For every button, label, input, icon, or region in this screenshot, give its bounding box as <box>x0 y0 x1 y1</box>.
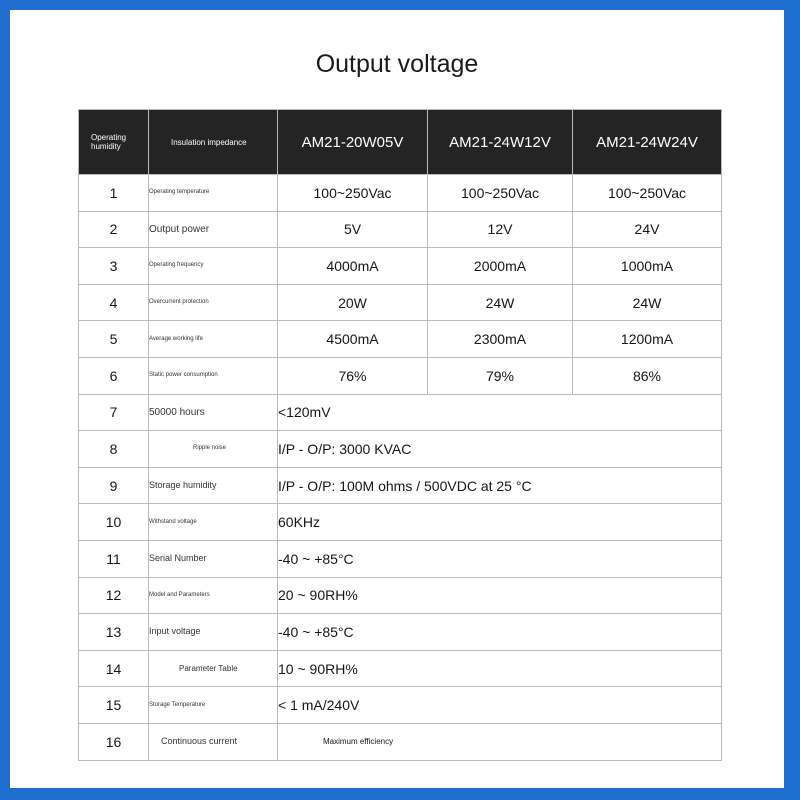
row-parameter: Serial Number <box>149 540 278 577</box>
row-value: 4000mA <box>278 248 428 285</box>
row-number: 3 <box>79 248 149 285</box>
row-value: 5V <box>278 211 428 248</box>
row-parameter: Storage humidity <box>149 467 278 504</box>
row-value: -40 ~ +85°C <box>278 614 722 651</box>
row-value: 2000mA <box>428 248 573 285</box>
row-value: -40 ~ +85°C <box>278 540 722 577</box>
row-value: 60KHz <box>278 504 722 541</box>
row-number: 14 <box>79 650 149 687</box>
table-row <box>79 540 722 577</box>
row-number: 6 <box>79 357 149 394</box>
row-parameter: Continuous current <box>149 723 278 760</box>
row-value: 24W <box>573 284 722 321</box>
row-parameter: Ripple noise <box>149 431 278 468</box>
table-row <box>79 650 722 687</box>
row-parameter: Input voltage <box>149 614 278 651</box>
row-value: Maximum efficiency <box>278 723 722 760</box>
table-row <box>79 504 722 541</box>
row-parameter: Model and Parameters <box>149 577 278 614</box>
row-number: 16 <box>79 723 149 760</box>
header-col1: Operating humidity <box>79 110 149 175</box>
row-parameter: Withstand voltage <box>149 504 278 541</box>
row-parameter: Static power consumption <box>149 357 278 394</box>
row-number: 4 <box>79 284 149 321</box>
row-parameter: Storage Temperature <box>149 687 278 724</box>
table-row <box>79 211 722 248</box>
row-value: 24V <box>573 211 722 248</box>
row-number: 13 <box>79 614 149 651</box>
row-value: 12V <box>428 211 573 248</box>
row-value: <120mV <box>278 394 722 431</box>
row-number: 8 <box>79 431 149 468</box>
row-parameter: Operating temperature <box>149 175 278 212</box>
table-row <box>79 467 722 504</box>
table-header-row <box>79 110 722 175</box>
row-value: 86% <box>573 357 722 394</box>
table-row <box>79 431 722 468</box>
row-value: I/P - O/P: 100M ohms / 500VDC at 25 °C <box>278 467 722 504</box>
table-row <box>79 248 722 285</box>
row-number: 5 <box>79 321 149 358</box>
table-row <box>79 357 722 394</box>
header-model-3: AM21-24W24V <box>573 110 722 175</box>
row-value: < 1 mA/240V <box>278 687 722 724</box>
row-number: 11 <box>79 540 149 577</box>
row-value: 100~250Vac <box>278 175 428 212</box>
row-number: 10 <box>79 504 149 541</box>
row-value: 1000mA <box>573 248 722 285</box>
row-value: I/P - O/P: 3000 KVAC <box>278 431 722 468</box>
page-title: Output voltage <box>315 50 479 78</box>
table-row <box>79 614 722 651</box>
row-number: 2 <box>79 211 149 248</box>
header-model-1: AM21-20W05V <box>278 110 428 175</box>
row-parameter: 50000 hours <box>149 394 278 431</box>
row-value: 79% <box>428 357 573 394</box>
row-parameter: Output power <box>149 211 278 248</box>
row-parameter: Average working life <box>149 321 278 358</box>
spec-table <box>78 109 722 761</box>
row-number: 12 <box>79 577 149 614</box>
spec-sheet <box>10 10 784 788</box>
table-row <box>79 321 722 358</box>
row-value: 1200mA <box>573 321 722 358</box>
row-number: 1 <box>79 175 149 212</box>
table-row <box>79 577 722 614</box>
row-value: 20 ~ 90RH% <box>278 577 722 614</box>
row-value: 100~250Vac <box>573 175 722 212</box>
table-row <box>79 687 722 724</box>
header-model-2: AM21-24W12V <box>428 110 573 175</box>
table-row <box>79 723 722 760</box>
row-value: 10 ~ 90RH% <box>278 650 722 687</box>
row-value: 4500mA <box>278 321 428 358</box>
header-col2: Insulation impedance <box>149 110 278 175</box>
row-number: 15 <box>79 687 149 724</box>
row-parameter: Parameter Table <box>149 650 278 687</box>
table-row <box>79 394 722 431</box>
row-value: 76% <box>278 357 428 394</box>
row-value: 2300mA <box>428 321 573 358</box>
row-number: 7 <box>79 394 149 431</box>
row-value: 20W <box>278 284 428 321</box>
table-row <box>79 175 722 212</box>
row-value: 100~250Vac <box>428 175 573 212</box>
row-value: 24W <box>428 284 573 321</box>
row-number: 9 <box>79 467 149 504</box>
table-row <box>79 284 722 321</box>
row-parameter: Overcurrent protection <box>149 284 278 321</box>
row-parameter: Operating frequency <box>149 248 278 285</box>
